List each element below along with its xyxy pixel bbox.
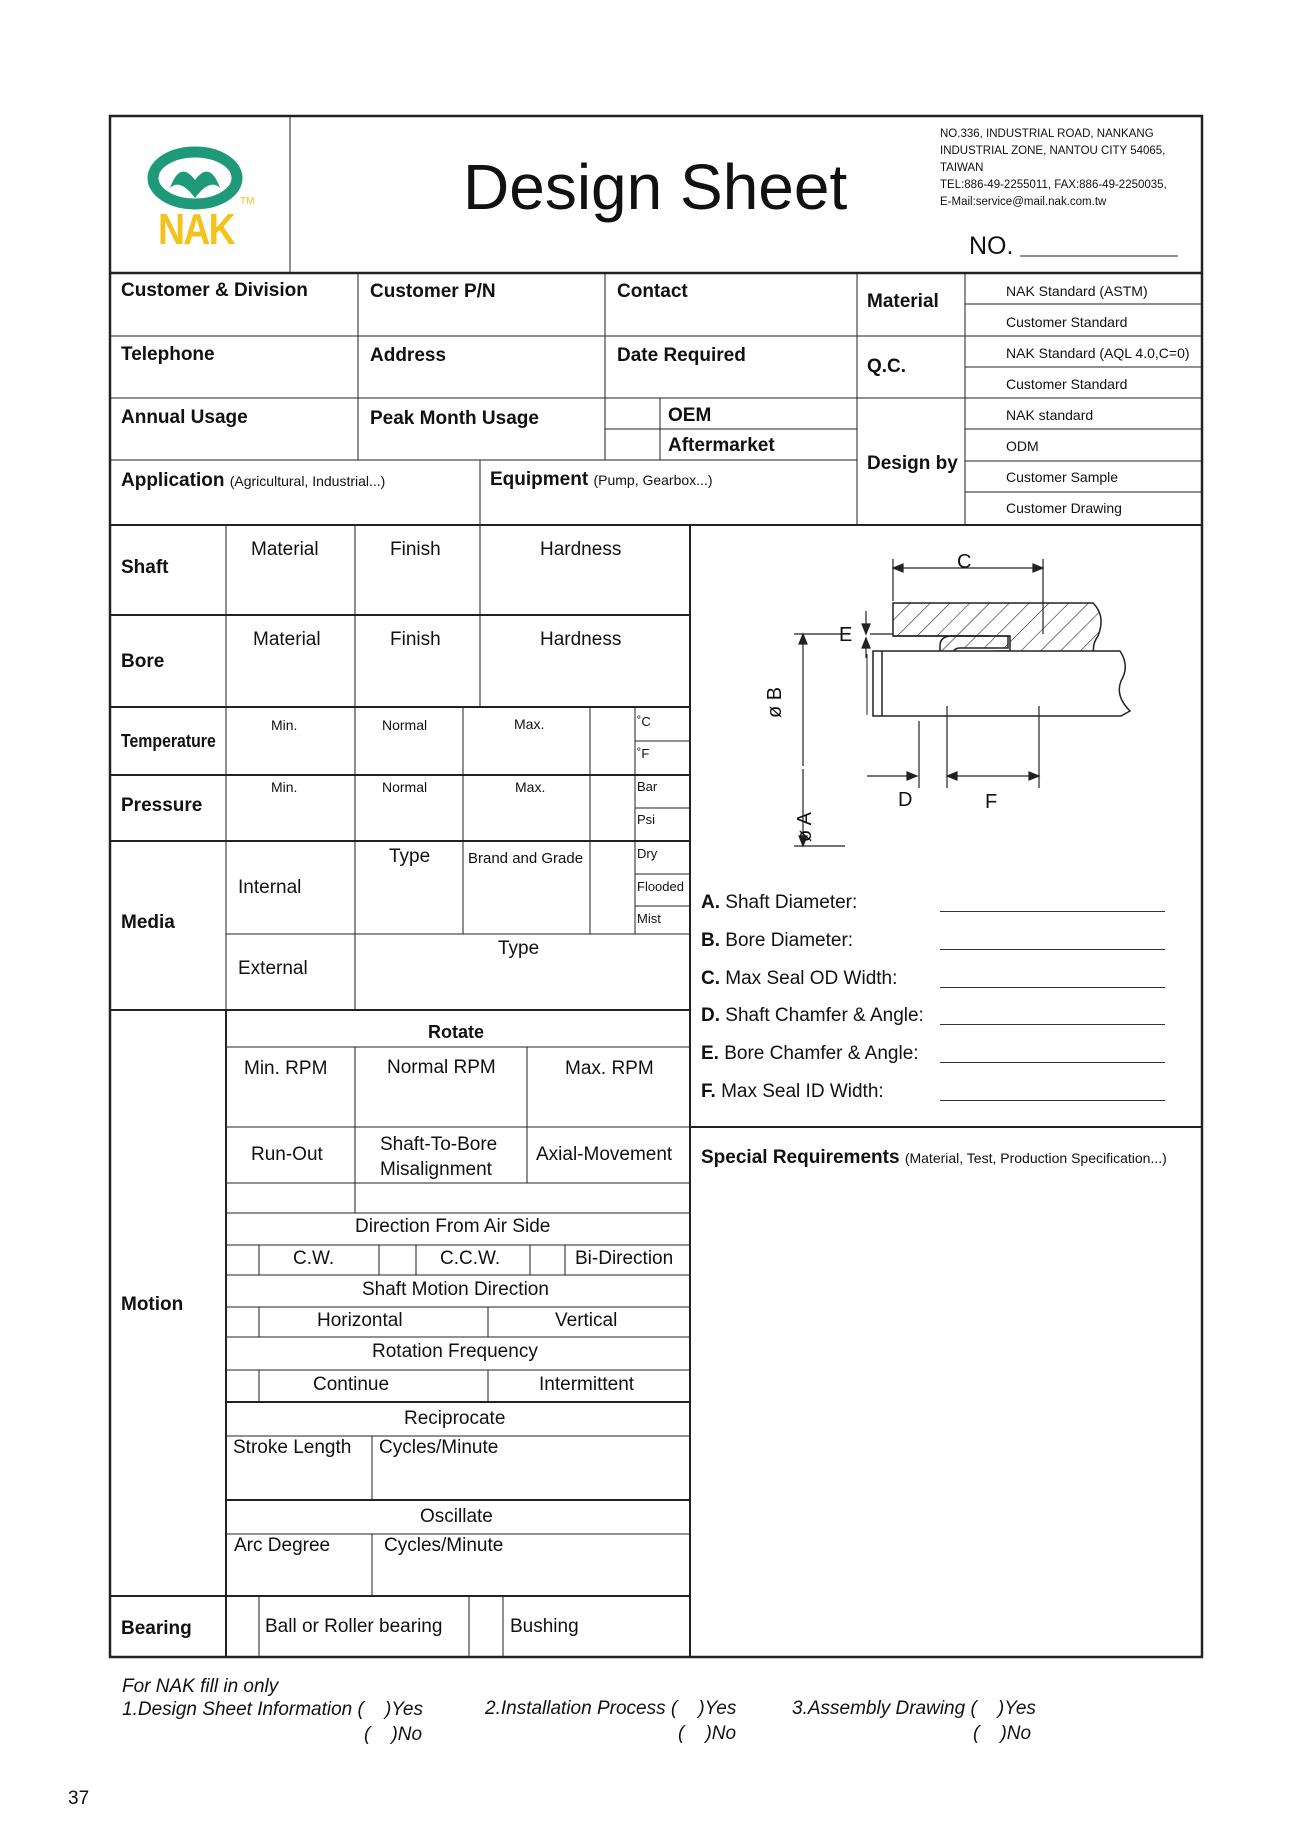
aftermarket-option[interactable]: Aftermarket [668,435,775,456]
dim-a-label: ø A [794,811,816,842]
customer-division-label: Customer & Division [121,280,308,301]
horizontal-option[interactable]: Horizontal [317,1310,403,1331]
design-by-label: Design by [867,453,958,474]
design-option[interactable]: NAK standard [1006,407,1094,423]
pressure-label: Pressure [121,795,203,816]
media-external: External [238,958,308,979]
unit-celsius[interactable]: ˚C [637,714,651,729]
equipment-label [490,469,713,491]
dim-f-label: F [985,791,998,813]
arc-degree: Arc Degree [234,1535,331,1556]
shaft-finish: Finish [390,539,441,560]
dimension-item[interactable]: B. Bore Diameter: [701,930,854,951]
shaft-to-bore [380,1132,497,1182]
intermittent-option[interactable]: Intermittent [539,1374,635,1395]
min-rpm: Min. RPM [244,1058,328,1079]
max-rpm: Max. RPM [565,1058,654,1079]
oscillate-cycles: Cycles/Minute [384,1535,504,1556]
bi-direction-option[interactable]: Bi-Direction [575,1248,674,1269]
dimension-fill-line[interactable] [940,911,1165,912]
pressure-max: Max. [515,779,546,795]
footer-item-3-no[interactable]: ( )No [973,1723,1032,1744]
company-address [940,126,1167,211]
address-line: E-Mail:service@mail.nak.com.tw [940,196,1107,208]
cw-option[interactable]: C.W. [293,1248,335,1269]
shaft-to-bore-line2: Misalignment [380,1159,492,1180]
dim-e-label: E [839,624,853,646]
material-label: Material [867,291,939,312]
unit-psi[interactable]: Psi [637,812,656,827]
address-label: Address [370,345,447,366]
bearing-label: Bearing [121,1618,192,1639]
ball-roller-option[interactable]: Ball or Roller bearing [265,1616,443,1637]
bore-material: Material [253,629,321,650]
bore-label: Bore [121,651,165,672]
footer-item-3[interactable]: 3.Assembly Drawing ( )Yes [792,1698,1036,1719]
stroke-length: Stroke Length [233,1437,352,1458]
vertical-option[interactable]: Vertical [555,1310,618,1331]
special-title: Special Requirements [701,1147,900,1168]
footer-item-2-no[interactable]: ( )No [678,1723,737,1744]
media-dry[interactable]: Dry [637,846,658,861]
shaft-material: Material [251,539,319,560]
date-required-label: Date Required [617,345,746,366]
media-label: Media [121,912,175,933]
equipment-hint: (Pump, Gearbox...) [593,472,713,488]
dimension-item[interactable]: A. Shaft Diameter: [701,892,858,913]
dimension-item[interactable]: E. Bore Chamfer & Angle: [701,1043,919,1064]
rotation-frequency-title: Rotation Frequency [372,1341,538,1362]
logo-text: NAK [158,205,234,254]
footer-notes [122,1674,278,1699]
dim-d-label: D [898,789,913,811]
dimension-fill-line[interactable] [940,1024,1165,1025]
oscillate-title: Oscillate [420,1506,493,1527]
page-title: Design Sheet [463,151,848,223]
address-line: INDUSTRIAL ZONE, NANTOU CITY 54065, [940,145,1166,157]
temp-min: Min. [271,717,298,733]
bushing-option[interactable]: Bushing [510,1616,579,1637]
media-type-external: Type [498,938,540,959]
application-label [121,470,385,492]
address-line: TAIWAN [940,162,984,174]
dimension-item[interactable]: D. Shaft Chamfer & Angle: [701,1005,924,1026]
motion-label: Motion [121,1294,184,1315]
dimension-fill-line[interactable] [940,1100,1165,1101]
normal-rpm: Normal RPM [387,1057,496,1078]
qc-label: Q.C. [867,356,907,377]
customer-pn-label: Customer P/N [370,281,496,302]
qc-option[interactable]: Customer Standard [1006,376,1128,392]
no-label: NO. [969,232,1014,260]
special-hint: (Material, Test, Production Specification...) [904,1150,1167,1166]
application-title: Application [121,470,225,491]
design-option[interactable]: ODM [1006,438,1039,454]
peak-month-usage-label: Peak Month Usage [370,408,539,429]
direction-title: Direction From Air Side [355,1216,551,1237]
reciprocate-cycles: Cycles/Minute [379,1437,499,1458]
no-field[interactable] [1020,232,1178,256]
dim-b-label: ø B [764,686,786,718]
media-type: Type [389,846,431,867]
reciprocate-title: Reciprocate [404,1408,506,1429]
dimension-fill-line[interactable] [940,1062,1165,1063]
qc-option[interactable]: NAK Standard (AQL 4.0,C=0) [1006,345,1190,361]
dimension-item[interactable]: C. Max Seal OD Width: [701,968,898,989]
contact-label: Contact [617,281,688,302]
temp-max: Max. [514,716,545,732]
shaft-to-bore-line1: Shaft-To-Bore [380,1134,498,1155]
temp-normal: Normal [382,717,428,733]
ccw-option[interactable]: C.C.W. [440,1248,501,1269]
shaft-hardness: Hardness [540,539,622,560]
unit-fahrenheit[interactable]: ˚F [637,746,650,761]
dimension-item[interactable]: F. Max Seal ID Width: [701,1081,884,1102]
special-requirements-field[interactable] [692,1180,1200,1655]
footer-item-2[interactable]: 2.Installation Process ( )Yes [485,1698,737,1719]
telephone-label: Telephone [121,344,215,365]
dimension-fill-line[interactable] [940,949,1165,950]
media-internal: Internal [238,877,302,898]
page-number: 37 [68,1788,90,1809]
temperature-label: Temperature [121,731,216,751]
address-line: NO.336, INDUSTRIAL ROAD, NANKANG [940,128,1154,140]
pressure-normal: Normal [382,779,428,795]
shaft-label: Shaft [121,557,169,578]
media-flooded[interactable]: Flooded [637,879,684,894]
annual-usage-label: Annual Usage [121,407,248,428]
footer-item-1-no[interactable]: ( )No [364,1724,423,1745]
media-mist[interactable]: Mist [637,911,661,926]
application-hint: (Agricultural, Industrial...) [229,473,386,489]
special-requirements-label [701,1147,1167,1169]
design-option[interactable]: Customer Sample [1006,469,1119,485]
dim-c-label: C [957,551,972,573]
unit-bar[interactable]: Bar [637,779,658,794]
pressure-min: Min. [271,779,298,795]
footer-item-1[interactable]: 1.Design Sheet Information ( )Yes [122,1699,423,1720]
address-line: TEL:886-49-2255011, FAX:886-49-2250035, [940,179,1167,191]
axial-movement: Axial-Movement [536,1144,673,1165]
material-option[interactable]: Customer Standard [1006,314,1128,330]
bore-finish: Finish [390,629,441,650]
oem-option[interactable]: OEM [668,405,712,426]
material-option[interactable]: NAK Standard (ASTM) [1006,283,1148,299]
design-option[interactable]: Customer Drawing [1006,500,1122,516]
shaft-motion-title: Shaft Motion Direction [362,1279,549,1300]
trademark: TM [240,196,255,207]
continue-option[interactable]: Continue [313,1374,390,1395]
equipment-title: Equipment [490,469,589,490]
rotate-title: Rotate [428,1022,485,1042]
media-brand-grade: Brand and Grade [468,850,584,867]
run-out: Run-Out [251,1144,323,1165]
dimension-fill-line[interactable] [940,987,1165,988]
for-nak-label: For NAK fill in only [122,1676,279,1697]
bore-hardness: Hardness [540,629,622,650]
